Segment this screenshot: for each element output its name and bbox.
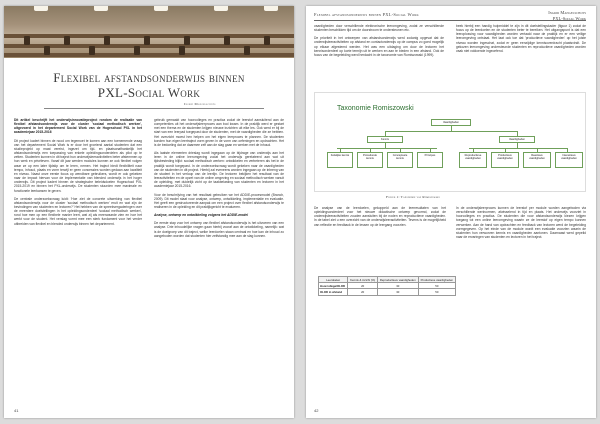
header-rule	[314, 20, 586, 21]
table-cell: 20	[348, 289, 377, 295]
taxonomy-leaf: Productieve vaardigheden	[491, 152, 519, 168]
table-header-cell: Leerdoelen	[319, 277, 348, 283]
body-paragraph: De centrale onderzoeksvraag luidt: 'Hoe ziet de concrete uitwerking van flexibel afstandsonderwijs voor de cluster 'sociaal methodisch werken' eruit en wat zijn de bevindingen van studenten en lectoren?' Het hebben van de spreekvergaderingen over de meerdere doelstellingen in het opleidingsonderdeel 'sociaal methodisch werken', rond hoe men op een flexibele manier leert, wat zij als meerwaarde zien en hoe het werkt voor de student. Het verslag vormt mee een sterk fundament voor het verder uitbreiden van flexibel en blended onderwijs binnen het departement.	[14, 196, 142, 226]
connector-line	[537, 148, 538, 152]
table-cell: OLOD in afstand	[319, 289, 348, 295]
figure-caption: Figuur 1: Taxonomie van Romiszowski	[386, 195, 440, 199]
right-page	[306, 6, 596, 418]
chair	[179, 46, 185, 55]
table-header-cell: Kennis & inzicht (%)	[348, 277, 377, 283]
taxonomy-leaf: Reproductieve vaardigheden	[459, 152, 487, 168]
section-heading: Analyse, ontwerp en ontwikkeling volgens het ADDIE-model	[154, 213, 249, 218]
left-page	[4, 6, 294, 418]
table-cell: 30	[377, 283, 418, 289]
running-header-title: Flexibel afstandsonderwijs binnen PXL-Social Work	[314, 12, 419, 17]
taxonomy-skills: Vaardigheden	[499, 136, 535, 143]
title-rule	[44, 108, 264, 109]
page-number: 42	[314, 408, 319, 413]
taxonomy-leaf: Reactieve vaardigheden	[523, 152, 551, 168]
chair	[244, 46, 250, 55]
taxonomy-leaf: Conceptuele kennis	[387, 152, 413, 168]
table-header-cell: Reproductieve vaardigheden	[377, 277, 418, 283]
connector-line	[400, 148, 401, 152]
taxonomy-knowledge: Kennis	[367, 136, 403, 143]
taxonomy-figure	[314, 92, 586, 192]
ceiling-lamp	[264, 6, 278, 11]
body-paragraph: vaardigheden door verschillende elektronische leeromgeving, zodat ze verschillende studenten beschikken tijd om de doorstroom te ondersteunen etc.	[314, 24, 444, 33]
running-header-author-name: Ingrid Mangelschots	[548, 10, 586, 15]
page-number: 41	[14, 408, 19, 413]
taxonomy-root: Vaardigheden	[431, 119, 471, 126]
body-paragraph: De prioriteit in het ontwerpen van afstandsonderwijs werd zodanig opgevat dat de onderwijsleeractiviteiten op afstand en contactonderwijs op de campus zo goed mogelijk op elkaar afgestemd werden. Het was een uitdaging om door de lectoren het kennisonderdeel op korte termijn uit te werken en aan te bieden in een afstand. Ook de focus van de begeleiding werd herdacht in de taxonomie van Romiszowski (1999).	[314, 36, 444, 57]
left-column-1	[14, 118, 142, 230]
body-paragraph: De analyse van de leerdoelen, gekoppeld aan de leerresultaten van het opleidingsonderdeel voor het nieuwe didactische ontwerp gevormd, zodat de onderwijsleeractiviteiten zouden aansluiten bij de noden en reproductieve vaardigheden. In de tabel ziet u een overzicht van de onderwijsleeractiviteiten. Tevens is de mogelijkheid van reflectie en feedback in de lessen op de leergang voorzien.	[314, 206, 446, 227]
ceiling-lamp	[34, 6, 48, 11]
article-author: Ingrid Mangelschots	[184, 102, 216, 106]
right-column-2-top	[456, 24, 586, 57]
chair	[264, 36, 270, 45]
table-header-cell: Productieve vaardigheden	[418, 277, 455, 283]
connector-line	[370, 148, 371, 152]
table-row	[319, 289, 456, 295]
right-column-1-top	[314, 24, 444, 61]
taxonomy-leaf: Principes	[417, 152, 443, 168]
running-header-department: PXL-Social Work	[552, 16, 586, 21]
connector-line	[337, 148, 437, 149]
chair	[64, 36, 70, 45]
table-cell: 30	[377, 289, 418, 295]
chair	[144, 36, 150, 45]
figure-title: Taxonomie Romiszowski	[337, 105, 414, 112]
table-cell: 20	[348, 283, 377, 289]
chair	[224, 36, 230, 45]
article-title: Flexibel afstandsonderwijs binnen PXL-Social Work	[53, 70, 245, 100]
chair	[24, 36, 30, 45]
intro-paragraph: Dit artikel beschrijft het onderwijsinnovatieproject rondom de realisatie van flexibel afstandsonderwijs voor de cluster 'sociaal methodisch werken', uitgevoerd in het departement Social Work van de Hogeschool PXL in het academiejaar 2015-2016	[14, 118, 142, 135]
ceiling-lamp	[94, 6, 108, 11]
chair	[184, 36, 190, 45]
taxonomy-leaf: Feitelijke kennis	[327, 152, 353, 168]
learning-goals-table	[318, 276, 456, 296]
body-paragraph: De eerste stap voor het ontwerp van flexibel afstandsonderwijs is het uitvoeren van een analyse. Drie inhoudelijke vragen gaan hierbij vooraf aan de ontwikkeling, namelijk: wat is de doelgroep van dit traject, welke leerdoelen staan centraal en hoe kan de inhoud zo aangeboden worden dat studenten hier zelfstandig mee aan de slag kunnen.	[154, 221, 284, 238]
chair	[104, 36, 110, 45]
connector-line	[385, 131, 517, 132]
connector-line	[340, 148, 341, 152]
connector-line	[469, 148, 567, 149]
left-column-2	[154, 118, 284, 242]
table-cell: 50	[418, 289, 455, 295]
body-paragraph: Voor de beschrijving van het resultaat gebruiken we het ADDIE-procesmodel (Branch, 2009). Dit model staat voor analyse, ontwerp, ontwikkeling, implementatie en evaluatie. Het geeft een gestructureerde aanpak om een project over flexibel afstandsonderwijs te realiseren in de opleiding en dit praktijkgericht te evalueren.	[154, 192, 284, 209]
ceiling-lamp	[214, 6, 228, 11]
body-paragraph: beek hierbij een handig hulpmiddel te zijn in dit doelstellingskader (figuur 1) zodat de focus op de leerdoelen en de studenten beter te bereiken. Het uitgangspunt is dat een leeroplossing voor vaardigheden worden vertaald naar de praktijk en er een veilige leeromgeving ontstaat. Het laat ook toe dat 'productieve vaardigheden' op het juiste niveau worden ingeschat, zodat er geen eenzijdige kennisoverdracht plaatsvindt. De gekozen leeromgeving ondersteunde studenten en reproductieve vaardigheden worden vaak niet voldoende ingeoefend.	[456, 24, 586, 53]
chair	[44, 46, 50, 55]
ceiling-lamp	[154, 6, 168, 11]
body-paragraph: Als laatste elementen drieslag wordt ingegaan op de bijdrage van onderwijs aan het leren in de online leeromgeving zodat het onderwijs gerelateerd aan wat uit tijdsbesteding blijkt: sociaal methodisch werken: ontwikkelen en verbeteren als het in de praktijk wordt toegepast. In de onderzoeksvraag wordt gekeken naar de vaardigheden van de studenten in dit project. Hierbij zal eveneens worden ingegaan op de inbreng van de student in het verloop van de leerlijn. De lectoren bekijken het resultaat van de leeractiviteiten en de opzet van de online omgeving en sociaal methodisch werken vanuit de opleiding, met duidelijk zicht op de taakbelasting van studenten en lectoren in het academiejaar 2015-2016.	[154, 151, 284, 189]
classroom-photo	[4, 6, 294, 58]
body-paragraph: Dit project kadert binnen de nood om tegemoet te komen aan een toenemende vraag van het departement Social Work is er door het groeiend aantal studenten dat een studieprojekt op maat vereist, ingezet om tijd- en plaatsonafhankelijk het afstandsonderwijs een toepassing van enkele opleidingsonderdelen als pilot op te zetten. Studenten kunnen in dit traject hun onderwijsleeractiviteiten beter afstemmen op hun werk en privéleven. Vanaf dit jaar werden modules kunnen ze ook flexibel volgen waar ze op een later tijdstip om te leren, nemen. Het traject biedt flexibiliteit naar tempo, inhoud, plaats en vorm terwijl er geen concessies worden gedaan aan kwaliteit en niveau. Naast onze eerste focus op wendbare gebruikers, wordt er ook gekeken naar de impact hiervan voor de implementatie van blended onderwijs in het hoger onderwijs. Dit project kadert binnen de strategische beleidsdoelen Hogeschool PXL 2015-2019 en binnen het PXL-onderwijs. De studenten stuurden mee maximale en functionele leerkansen te geven.	[14, 138, 142, 193]
table-cell: Hoorcollege/OLOD	[319, 283, 348, 289]
taxonomy-leaf: Procedurele kennis	[357, 152, 383, 168]
chair	[134, 46, 140, 55]
body-paragraph: In de onderwijsleerproces kunnen de leerstof per module worden aangeboden via verschillende werkvormen, afwisselend in tijd en plaats. Het onderwijs voorziet in hoorcolleges en practica. De studenten die voor afstandsonderwijs kiezen krijgen toegang tot een online leeromgeving waarin ze de leerstof op eigen tempo kunnen verwerken. Aan de hand van opdrachten en feedback van lectoren werd de begeleiding vormgegeven. Op het einde van de module wordt een evaluatie voorzien waarin de studenten hun verworven kennis en vaardigheden aantonen. Daarnaast werd gepeild naar de ervaringen van studenten en lectoren in het traject.	[456, 206, 586, 240]
connector-line	[473, 148, 474, 152]
right-column-1-bottom	[314, 206, 446, 231]
connector-line	[430, 148, 431, 152]
right-column-2-bottom	[456, 206, 586, 243]
connector-line	[505, 148, 506, 152]
connector-line	[567, 148, 568, 152]
chair	[89, 46, 95, 55]
table-cell: 50	[418, 283, 455, 289]
taxonomy-leaf: Interactieve vaardigheden	[555, 152, 583, 168]
body-paragraph: gebruik gemaakt van hoorcolleges en practica zodat de leerstof aansluitend aan de competenties uit het onderwijsleerproces aan bod kwam. In de praktijk werd er gestart met een thema en de studenten krijgen nieuwe inzichten uit elke les. Ook werd er bij de start van een leerpad toegepast door de studenten, met de vaardigheden die ze hebben. Het overzicht moest hen helpen om het eigen leerproces te plannen. De studenten konden hun eigen leertraject vorm geven in de vorm van oefeningen en opdrachten. Het is de bedoeling dat ze daarmee zelf aan de slag gaan en werken met de inhoud.	[154, 118, 284, 147]
